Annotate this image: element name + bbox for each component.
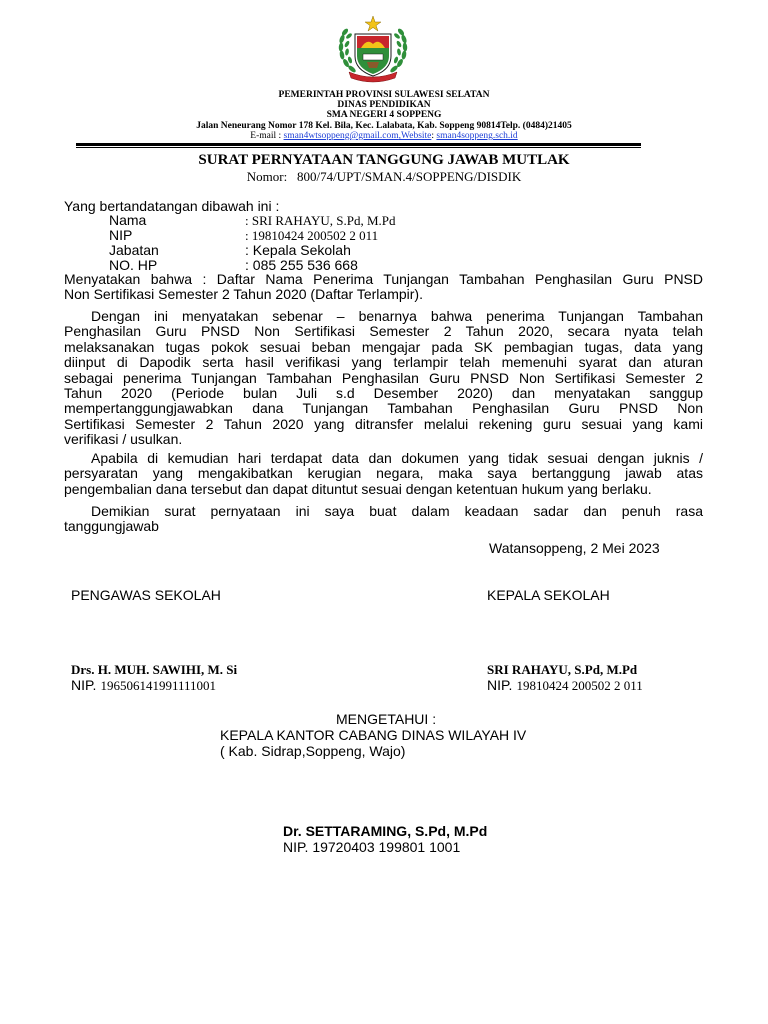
nomor-label: Nomor:	[246, 169, 288, 184]
mengetahui-nip: NIP. 19720403 199801 1001	[283, 839, 461, 855]
kop-contacts	[0, 131, 768, 141]
paragraph-line: verifikasi / usulkan.	[64, 431, 183, 448]
signer-left-nip	[71, 677, 216, 695]
statement-line: Menyatakan bahwa : Daftar Nama Penerima Tunjangan Tambahan Penghasilan Guru PNSD	[64, 271, 703, 287]
soppeng-emblem-logo	[333, 14, 413, 84]
signer-right-nip	[487, 677, 643, 695]
kop-government: PEMERINTAH PROVINSI SULAWESI SELATAN	[278, 90, 490, 100]
email-link[interactable]: sman4wtsoppeng@gmail.com	[283, 131, 399, 141]
paragraph-line: diinput di Dapodik serta hasil verifikasi yang terlampir telah memenuhi syarat dan aturan	[64, 354, 703, 371]
signer-right-name: SRI RAHAYU, S.Pd, M.Pd	[487, 662, 638, 677]
document-title: SURAT PERNYATAAN TANGGUNG JAWAB MUTLAK	[198, 152, 570, 168]
statement-line: Non Sertifikasi Semester 2 Tahun 2020 (Daftar Terlampir).	[64, 286, 423, 303]
document-number	[0, 169, 768, 185]
statement-paragraph	[64, 272, 703, 303]
mengetahui-name: Dr. SETTARAMING, S.Pd, M.Pd	[283, 823, 488, 839]
paragraph-line: Apabila di kemudian hari terdapat data dan dokumen yang tidak sesuai dengan juknis /	[91, 450, 703, 466]
paragraph-line: mempertanggungjawabkan dana Tunjangan Tambahan Penghasilan Guru PNSD Non	[64, 400, 703, 417]
nip-value: 196506141991111001	[100, 678, 216, 693]
emblem-star	[365, 16, 381, 31]
kop-agency: DINAS PENDIDIKAN	[337, 100, 431, 110]
nomor-value: 800/74/UPT/SMAN.4/SOPPENG/DISDIK	[296, 169, 522, 184]
paragraph-line: Demikian surat pernyataan ini saya buat dalam keadaan sadar dan penuh rasa	[91, 503, 703, 519]
kop-school: SMA NEGERI 4 SOPPENG	[326, 110, 442, 120]
emblem-leaf-left	[338, 28, 356, 74]
identity-value-nama: : SRI RAHAYU, S.Pd, M.Pd	[245, 213, 396, 228]
mengetahui-label: MENGETAHUI :	[336, 711, 437, 727]
paragraph-declaration	[64, 309, 703, 448]
nip-value: 19810424 200502 2 011	[516, 678, 643, 693]
signer-left-name: Drs. H. MUH. SAWIHI, M. Si	[71, 662, 238, 677]
letterhead-divider-thin	[76, 147, 641, 148]
website-label: ,Website	[398, 131, 432, 141]
identity-value-jabatan: : Kepala Sekolah	[245, 242, 351, 258]
paragraph-line: Tahun 2020 (Periode bulan Juli s.d Desember 2020) dan menyatakan sanggup	[64, 384, 703, 401]
email-label: E-mail :	[250, 131, 282, 141]
identity-label-nama: Nama	[109, 212, 147, 228]
paragraph-line: sebagai penerima Tunjangan Tambahan Penghasilan Guru PNSD Non Sertifikasi Semester 2	[64, 369, 703, 386]
paragraph-line: persyaratan yang mengakibatkan kerugian negara, maka saya bertanggung jawab atas	[64, 465, 703, 482]
letterhead-divider-thick	[76, 143, 641, 146]
website-separator: :	[431, 131, 435, 141]
emblem-leaf-right	[389, 28, 407, 74]
mengetahui-region: ( Kab. Sidrap,Soppeng, Wajo)	[220, 743, 406, 759]
intro-text: Yang bertandatangan dibawah ini :	[64, 198, 280, 214]
signer-right-role: KEPALA SEKOLAH	[487, 587, 610, 603]
paragraph-line: Sertifikasi Semester 2 Tahun 2020 yang ditransfer melalui rekening guru sesuai yang kami	[64, 415, 703, 432]
identity-label-nohp: NO. HP	[109, 257, 158, 273]
website-link[interactable]: sman4soppeng.sch.id	[436, 131, 518, 141]
paragraph-line: tanggungjawab	[64, 518, 159, 535]
paragraph-line: Dengan ini menyatakan sebenar – benarnya bahwa penerima Tunjangan Tambahan	[91, 308, 703, 324]
paragraph-line: pengembalian dana tersebut dan dapat dituntut sesuai dengan ketentuan hukum yang berlaku.	[64, 480, 652, 497]
paragraph-line: melaksanakan tugas pokok sesuai beban mengajar pada SK pembagian tugas, data yang	[64, 338, 703, 355]
nip-label: NIP.	[71, 677, 97, 693]
kop-address: Jalan Neneurang Nomor 178 Kel. Bila, Kec. Lalabata, Kab. Soppeng 90814Telp. (0484)21405	[196, 121, 572, 131]
identity-value-nohp: : 085 255 536 668	[245, 257, 358, 273]
identity-label-jabatan: Jabatan	[109, 242, 159, 258]
paragraph-closing	[64, 504, 703, 535]
identity-label-nip: NIP	[109, 227, 133, 243]
place-date: Watansoppeng, 2 Mei 2023	[489, 540, 660, 556]
nip-label: NIP.	[487, 677, 513, 693]
paragraph-liability	[64, 451, 703, 497]
signer-left-role: PENGAWAS SEKOLAH	[71, 587, 221, 603]
mengetahui-office: KEPALA KANTOR CABANG DINAS WILAYAH IV	[220, 727, 527, 743]
identity-value-nip: : 19810424 200502 2 011	[245, 228, 379, 243]
paragraph-line: Penghasilan Guru PNSD Non Sertifikasi Semester 2 Tahun 2020, secara nyata telah	[64, 323, 703, 340]
